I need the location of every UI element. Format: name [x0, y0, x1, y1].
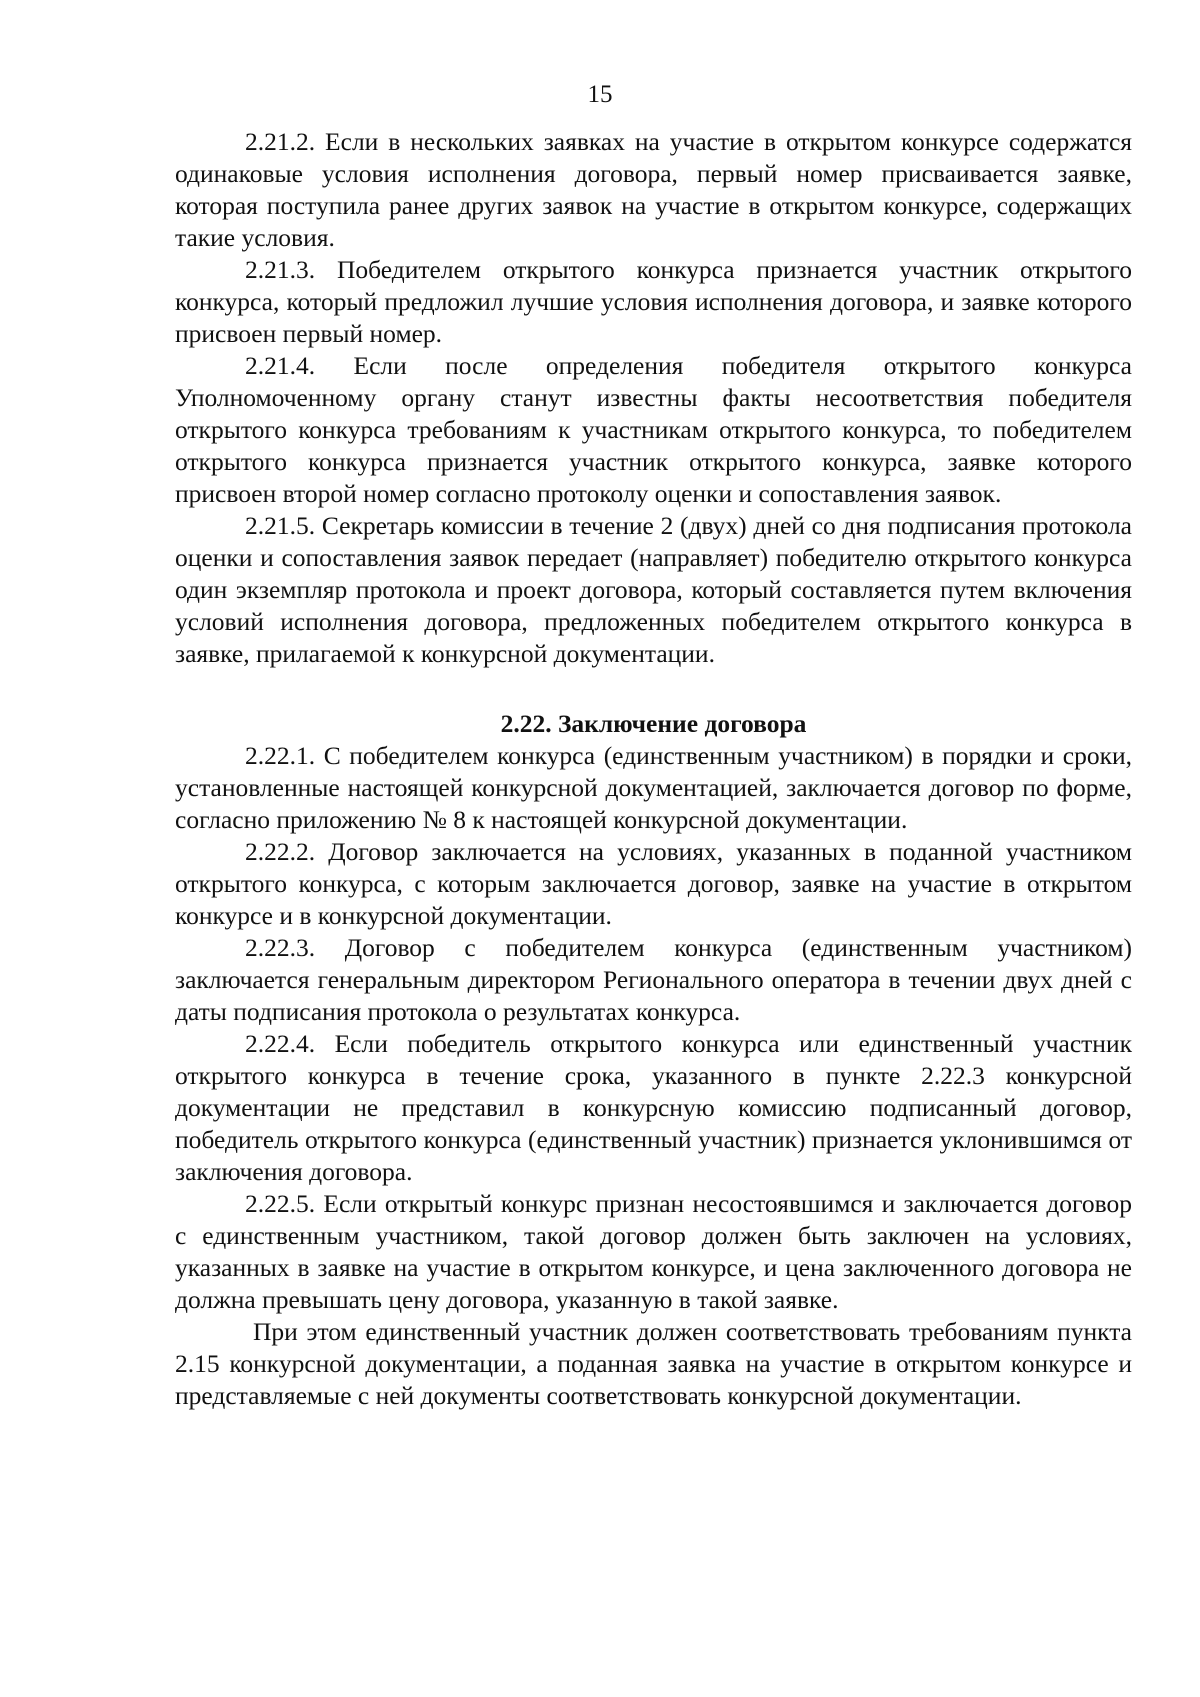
paragraph-2-22-5: 2.22.5. Если открытый конкурс признан несостоявшимся и заключается договор с единственным участником, такой договор должен быть заключен на условиях, указанных в заявке на участие в открытом конкурсе, и цена заключенного договора не должна превышать цену договора, указанную в такой заявке. — [175, 1189, 1132, 1314]
paragraph-2-22-4: 2.22.4. Если победитель открытого конкурса или единственный участник открытого конкурса в течение срока, указанного в пункте 2.22.3 конкурсной документации не представил в конкурсную комиссию подписанный договор, победитель открытого конкурса (единственный участник) признается уклонившимся от заключения договора. — [175, 1029, 1132, 1186]
paragraph-2-22-1: 2.22.1. С победителем конкурса (единственным участником) в порядки и сроки, установленные настоящей конкурсной документацией, заключается договор по форме, согласно приложению № 8 к настоящей конкурсной документации. — [175, 741, 1132, 834]
paragraph-2-21-2: 2.21.2. Если в нескольких заявках на участие в открытом конкурсе содержатся одинаковые условия исполнения договора, первый номер присваивается заявке, которая поступила ранее других заявок на участие в открытом конкурсе, содержащих такие условия. — [175, 127, 1132, 252]
document-body — [175, 126, 1132, 1412]
paragraph-2-21-3: 2.21.3. Победителем открытого конкурса признается участник открытого конкурса, который предложил лучшие условия исполнения договора, и заявке которого присвоен первый номер. — [175, 255, 1132, 348]
paragraph-2-21-4: 2.21.4. Если после определения победителя открытого конкурса Уполномоченному органу станут известны факты несоответствия победителя открытого конкурса требованиям к участникам открытого конкурса, то победителем открытого конкурса признается участник открытого конкурса, заявке которого присвоен второй номер согласно протоколу оценки и сопоставления заявок. — [175, 351, 1132, 508]
page-number: 15 — [587, 81, 613, 108]
paragraph-closing-note: При этом единственный участник должен соответствовать требованиям пункта 2.15 конкурсной документации, а поданная заявка на участие в открытом конкурсе и представляемые с ней документы соответствовать конкурсной документации. — [175, 1317, 1132, 1410]
paragraph-2-22-2: 2.22.2. Договор заключается на условиях, указанных в поданной участником открытого конкурса, с которым заключается договор, заявке на участие в открытом конкурсе и в конкурсной документации. — [175, 837, 1132, 930]
paragraph-2-21-5: 2.21.5. Секретарь комиссии в течение 2 (двух) дней со дня подписания протокола оценки и сопоставления заявок передает (направляет) победителю открытого конкурса один экземпляр протокола и проект договора, который составляется путем включения условий исполнения договора, предложенных победителем открытого конкурса в заявке, прилагаемой к конкурсной документации. — [175, 511, 1132, 668]
paragraph-2-22-3: 2.22.3. Договор с победителем конкурса (единственным участником) заключается генеральным директором Регионального оператора в течении двух дней с даты подписания протокола о результатах конкурса. — [175, 933, 1132, 1026]
section-heading-2-22: 2.22. Заключение договора — [500, 709, 807, 738]
